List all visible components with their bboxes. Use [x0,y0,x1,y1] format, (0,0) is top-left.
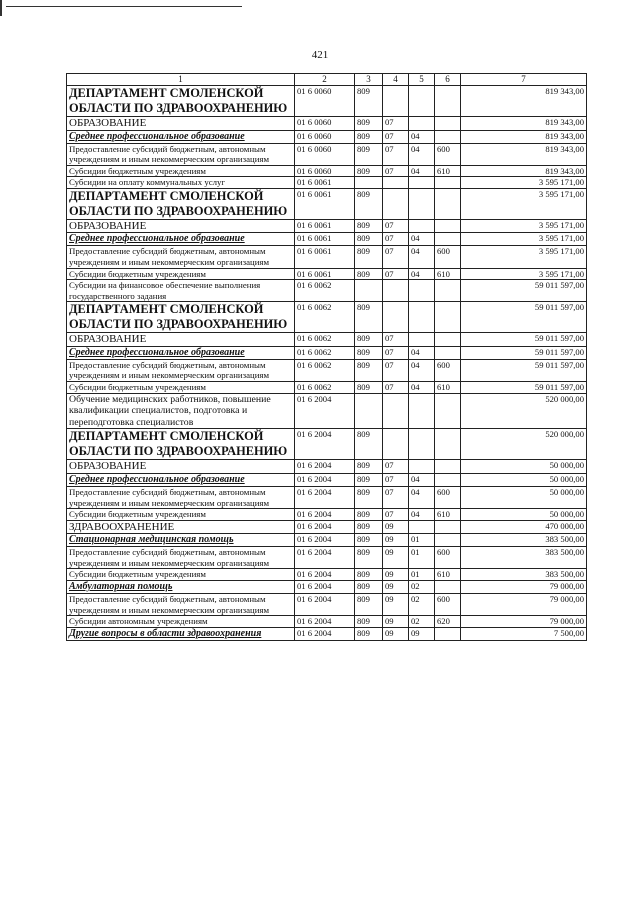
row-amount: 3 595 171,00 [461,177,587,189]
row-ministry-code [355,393,383,429]
row-name: Предоставление субсидий бюджетным, автономным учреждениям и иным некоммерческим организациям [67,143,295,165]
header-col-4: 4 [383,74,409,86]
row-expense-type-code [435,520,461,534]
row-name: Субсидии на финансовое обеспечение выполнения государственного задания [67,280,295,302]
row-ministry-code: 809 [355,219,383,233]
row-expense-type-code [435,580,461,593]
row-ministry-code [355,280,383,302]
row-ministry-code: 809 [355,165,383,177]
row-ministry-code: 809 [355,486,383,508]
row-expense-type-code [435,346,461,359]
row-subsection-code: 04 [409,346,435,359]
row-ministry-code: 809 [355,346,383,359]
row-section-code [383,302,409,333]
table-row [67,393,587,429]
row-subsection-code: 02 [409,616,435,628]
row-section-code [383,86,409,117]
row-ministry-code: 809 [355,302,383,333]
row-ministry-code [355,177,383,189]
row-section-code [383,393,409,429]
row-section-code: 07 [383,219,409,233]
row-section-code [383,280,409,302]
row-name: ДЕПАРТАМЕНТ СМОЛЕНСКОЙ ОБЛАСТИ ПО ЗДРАВООХРАНЕНИЮ [67,86,295,117]
row-amount: 79 000,00 [461,616,587,628]
row-name: Субсидии бюджетным учреждениям [67,569,295,581]
table-row [67,302,587,333]
row-amount: 470 000,00 [461,520,587,534]
table-row [67,593,587,615]
row-section-code [383,429,409,460]
table-body [67,74,587,641]
row-expense-type-code [435,473,461,486]
row-ministry-code: 809 [355,569,383,581]
row-expense-type-code: 600 [435,143,461,165]
row-name: Стационарная медицинская помощь [67,534,295,547]
table-row [67,177,587,189]
row-target-code: 01 6 0060 [295,117,355,131]
row-section-code: 07 [383,509,409,521]
row-amount: 50 000,00 [461,460,587,474]
row-expense-type-code [435,429,461,460]
table-row [67,346,587,359]
header-col-3: 3 [355,74,383,86]
table-row [67,616,587,628]
row-subsection-code: 04 [409,233,435,246]
row-section-code: 07 [383,346,409,359]
scan-artifact-left-edge [0,0,2,16]
row-section-code: 07 [383,460,409,474]
row-section-code: 09 [383,580,409,593]
row-expense-type-code: 610 [435,509,461,521]
row-target-code: 01 6 2004 [295,460,355,474]
table-row [67,509,587,521]
row-name: Предоставление субсидий бюджетным, автономным учреждениям и иным некоммерческим организациям [67,359,295,381]
row-amount: 50 000,00 [461,486,587,508]
row-section-code: 09 [383,520,409,534]
row-target-code: 01 6 0061 [295,177,355,189]
table-row [67,359,587,381]
row-expense-type-code: 610 [435,268,461,280]
row-amount: 59 011 597,00 [461,302,587,333]
table-row [67,627,587,640]
row-subsection-code [409,333,435,347]
row-section-code: 07 [383,130,409,143]
row-name: ЗДРАВООХРАНЕНИЕ [67,520,295,534]
row-amount: 819 343,00 [461,143,587,165]
row-subsection-code [409,280,435,302]
row-target-code: 01 6 0061 [295,188,355,219]
row-target-code: 01 6 2004 [295,593,355,615]
row-name: ОБРАЗОВАНИЕ [67,117,295,131]
table-row [67,534,587,547]
table-row [67,143,587,165]
table-row [67,280,587,302]
table-row [67,486,587,508]
row-section-code: 07 [383,359,409,381]
row-subsection-code: 04 [409,268,435,280]
row-ministry-code: 809 [355,509,383,521]
row-subsection-code: 02 [409,580,435,593]
row-subsection-code: 04 [409,165,435,177]
row-subsection-code: 04 [409,382,435,394]
row-expense-type-code [435,177,461,189]
row-section-code: 07 [383,333,409,347]
row-ministry-code: 809 [355,130,383,143]
table-header-row [67,74,587,86]
row-name: ОБРАЗОВАНИЕ [67,460,295,474]
row-target-code: 01 6 0060 [295,130,355,143]
row-expense-type-code [435,233,461,246]
row-name: Субсидии бюджетным учреждениям [67,165,295,177]
row-name: Субсидии автономным учреждениям [67,616,295,628]
row-ministry-code: 809 [355,627,383,640]
row-section-code [383,188,409,219]
row-target-code: 01 6 0062 [295,346,355,359]
row-amount: 7 500,00 [461,627,587,640]
row-amount: 3 595 171,00 [461,268,587,280]
row-amount: 3 595 171,00 [461,246,587,268]
row-amount: 59 011 597,00 [461,280,587,302]
row-ministry-code: 809 [355,547,383,569]
row-target-code: 01 6 2004 [295,627,355,640]
row-name: Среднее профессиональное образование [67,233,295,246]
row-name: Среднее профессиональное образование [67,473,295,486]
row-target-code: 01 6 0060 [295,165,355,177]
row-section-code: 07 [383,233,409,246]
row-target-code: 01 6 2004 [295,509,355,521]
row-name: Предоставление субсидий бюджетным, автономным учреждениям и иным некоммерческим организациям [67,547,295,569]
table-row [67,86,587,117]
row-target-code: 01 6 0061 [295,219,355,233]
table-row [67,246,587,268]
row-target-code: 01 6 0062 [295,302,355,333]
row-target-code: 01 6 0060 [295,143,355,165]
row-subsection-code [409,429,435,460]
row-subsection-code: 04 [409,473,435,486]
row-name: Обучение медицинских работников, повышение квалификации специалистов, подготовка и переподготовка специалистов [67,393,295,429]
row-subsection-code: 01 [409,569,435,581]
row-target-code: 01 6 2004 [295,580,355,593]
row-expense-type-code: 600 [435,593,461,615]
row-target-code: 01 6 2004 [295,429,355,460]
row-target-code: 01 6 2004 [295,473,355,486]
table-row [67,580,587,593]
row-amount: 520 000,00 [461,393,587,429]
row-ministry-code: 809 [355,246,383,268]
row-section-code: 07 [383,268,409,280]
row-amount: 383 500,00 [461,534,587,547]
table-row [67,473,587,486]
row-subsection-code [409,177,435,189]
row-subsection-code [409,117,435,131]
row-name: Предоставление субсидий бюджетным, автономным учреждениям и иным некоммерческим организациям [67,593,295,615]
row-amount: 79 000,00 [461,580,587,593]
row-subsection-code [409,188,435,219]
table-row [67,219,587,233]
header-col-1: 1 [67,74,295,86]
row-target-code: 01 6 2004 [295,616,355,628]
row-name: Среднее профессиональное образование [67,346,295,359]
row-amount: 819 343,00 [461,86,587,117]
row-section-code: 07 [383,143,409,165]
row-target-code: 01 6 0060 [295,86,355,117]
row-subsection-code: 04 [409,486,435,508]
row-expense-type-code [435,534,461,547]
scan-artifact-top-line [6,6,242,7]
row-name: Субсидии на оплату коммунальных услуг [67,177,295,189]
row-target-code: 01 6 2004 [295,547,355,569]
table-row [67,130,587,143]
row-name: Предоставление субсидий бюджетным, автономным учреждениям и иным некоммерческим организациям [67,486,295,508]
page-number: 421 [311,49,329,61]
row-amount: 50 000,00 [461,473,587,486]
table-row [67,233,587,246]
row-amount: 3 595 171,00 [461,219,587,233]
header-col-5: 5 [409,74,435,86]
row-expense-type-code [435,280,461,302]
row-subsection-code [409,219,435,233]
row-section-code: 09 [383,593,409,615]
row-amount: 79 000,00 [461,593,587,615]
row-expense-type-code: 610 [435,569,461,581]
row-subsection-code: 04 [409,359,435,381]
row-ministry-code: 809 [355,268,383,280]
row-amount: 819 343,00 [461,165,587,177]
row-expense-type-code: 620 [435,616,461,628]
table-row [67,117,587,131]
row-ministry-code: 809 [355,382,383,394]
row-expense-type-code [435,86,461,117]
row-amount: 819 343,00 [461,130,587,143]
row-subsection-code: 02 [409,593,435,615]
table-row [67,268,587,280]
row-ministry-code: 809 [355,333,383,347]
table-row [67,520,587,534]
row-name: ДЕПАРТАМЕНТ СМОЛЕНСКОЙ ОБЛАСТИ ПО ЗДРАВООХРАНЕНИЮ [67,188,295,219]
row-target-code: 01 6 2004 [295,520,355,534]
row-section-code: 09 [383,569,409,581]
row-subsection-code [409,302,435,333]
table-row [67,188,587,219]
row-target-code: 01 6 2004 [295,569,355,581]
row-subsection-code: 04 [409,246,435,268]
row-name: Субсидии бюджетным учреждениям [67,382,295,394]
row-target-code: 01 6 0061 [295,233,355,246]
row-ministry-code: 809 [355,359,383,381]
row-expense-type-code [435,393,461,429]
table-row [67,569,587,581]
row-ministry-code: 809 [355,86,383,117]
row-subsection-code: 01 [409,547,435,569]
row-amount: 59 011 597,00 [461,346,587,359]
row-ministry-code: 809 [355,473,383,486]
row-name: ОБРАЗОВАНИЕ [67,333,295,347]
row-name: Другие вопросы в области здравоохранения [67,627,295,640]
row-target-code: 01 6 0062 [295,359,355,381]
row-ministry-code: 809 [355,460,383,474]
row-target-code: 01 6 2004 [295,393,355,429]
table-row [67,460,587,474]
row-expense-type-code [435,302,461,333]
row-amount: 59 011 597,00 [461,359,587,381]
row-ministry-code: 809 [355,429,383,460]
row-expense-type-code: 600 [435,246,461,268]
row-amount: 383 500,00 [461,569,587,581]
row-section-code: 07 [383,382,409,394]
row-ministry-code: 809 [355,534,383,547]
header-col-7: 7 [461,74,587,86]
row-section-code: 07 [383,117,409,131]
row-name: ОБРАЗОВАНИЕ [67,219,295,233]
row-amount: 50 000,00 [461,509,587,521]
row-target-code: 01 6 0062 [295,280,355,302]
table-row [67,333,587,347]
row-section-code: 09 [383,616,409,628]
row-amount: 520 000,00 [461,429,587,460]
row-subsection-code [409,460,435,474]
row-ministry-code: 809 [355,616,383,628]
row-amount: 59 011 597,00 [461,382,587,394]
row-section-code [383,177,409,189]
row-name: Субсидии бюджетным учреждениям [67,509,295,521]
row-target-code: 01 6 0061 [295,246,355,268]
row-target-code: 01 6 0062 [295,382,355,394]
row-section-code: 09 [383,627,409,640]
table-row [67,382,587,394]
row-section-code: 09 [383,534,409,547]
header-col-6: 6 [435,74,461,86]
row-expense-type-code: 600 [435,359,461,381]
row-expense-type-code [435,188,461,219]
row-ministry-code: 809 [355,188,383,219]
row-amount: 3 595 171,00 [461,188,587,219]
row-subsection-code: 04 [409,509,435,521]
row-subsection-code [409,86,435,117]
row-ministry-code: 809 [355,593,383,615]
row-ministry-code: 809 [355,520,383,534]
row-expense-type-code [435,333,461,347]
row-name: Среднее профессиональное образование [67,130,295,143]
row-ministry-code: 809 [355,233,383,246]
row-expense-type-code [435,219,461,233]
row-amount: 59 011 597,00 [461,333,587,347]
row-expense-type-code: 610 [435,382,461,394]
row-target-code: 01 6 2004 [295,534,355,547]
row-amount: 383 500,00 [461,547,587,569]
row-subsection-code [409,393,435,429]
table-row [67,547,587,569]
row-subsection-code: 09 [409,627,435,640]
row-ministry-code: 809 [355,117,383,131]
row-expense-type-code [435,117,461,131]
header-col-2: 2 [295,74,355,86]
row-name: Амбулаторная помощь [67,580,295,593]
row-amount: 819 343,00 [461,117,587,131]
row-name: Субсидии бюджетным учреждениям [67,268,295,280]
row-section-code: 09 [383,547,409,569]
row-name: ДЕПАРТАМЕНТ СМОЛЕНСКОЙ ОБЛАСТИ ПО ЗДРАВООХРАНЕНИЮ [67,429,295,460]
table-row [67,165,587,177]
row-subsection-code [409,520,435,534]
row-target-code: 01 6 0061 [295,268,355,280]
row-section-code: 07 [383,486,409,508]
row-subsection-code: 01 [409,534,435,547]
row-subsection-code: 04 [409,143,435,165]
row-section-code: 07 [383,165,409,177]
row-amount: 3 595 171,00 [461,233,587,246]
row-name: Предоставление субсидий бюджетным, автономным учреждениям и иным некоммерческим организациям [67,246,295,268]
row-section-code: 07 [383,246,409,268]
row-target-code: 01 6 0062 [295,333,355,347]
row-expense-type-code [435,627,461,640]
row-subsection-code: 04 [409,130,435,143]
budget-table [66,73,587,641]
row-ministry-code: 809 [355,143,383,165]
row-section-code: 07 [383,473,409,486]
row-expense-type-code [435,460,461,474]
row-expense-type-code: 600 [435,547,461,569]
table-row [67,429,587,460]
row-expense-type-code: 600 [435,486,461,508]
row-ministry-code: 809 [355,580,383,593]
row-name: ДЕПАРТАМЕНТ СМОЛЕНСКОЙ ОБЛАСТИ ПО ЗДРАВООХРАНЕНИЮ [67,302,295,333]
row-expense-type-code [435,130,461,143]
row-expense-type-code: 610 [435,165,461,177]
row-target-code: 01 6 2004 [295,486,355,508]
